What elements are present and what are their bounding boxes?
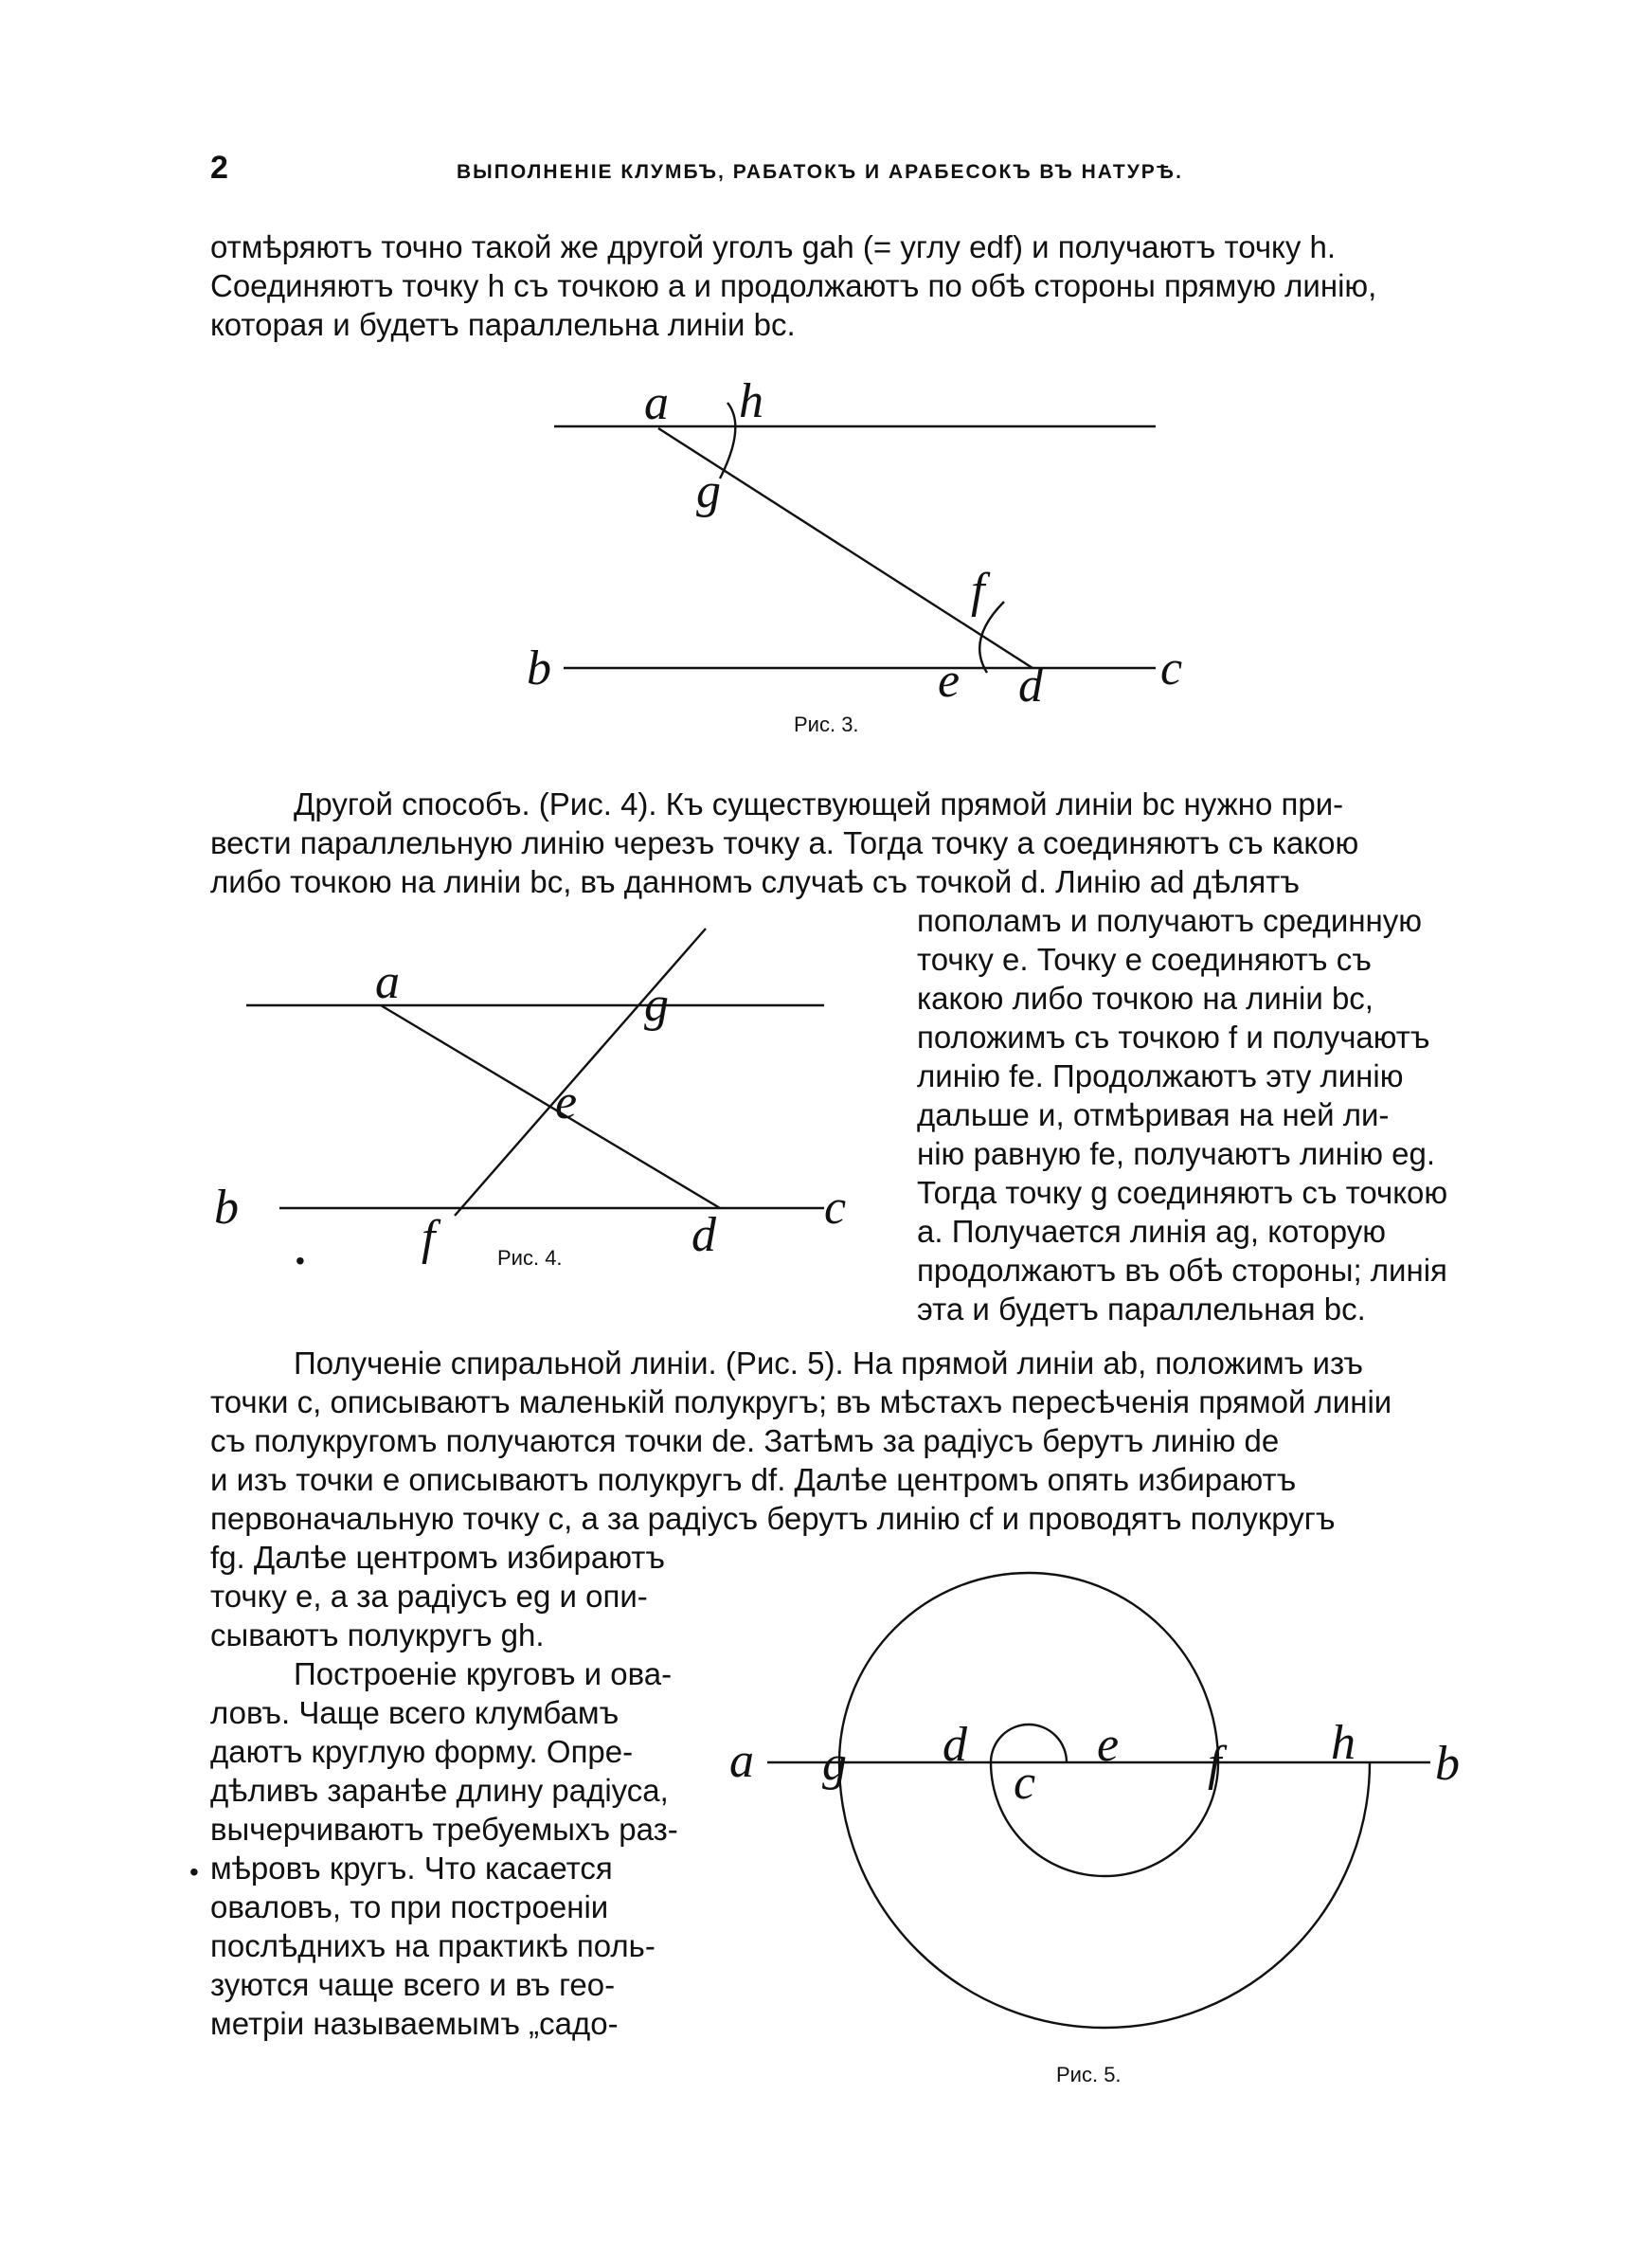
text-line: послѣднихъ на практикѣ поль-: [210, 1928, 655, 1963]
text-line: метріи называемымъ „садо-: [210, 2006, 619, 2041]
figure-3-drawing: [493, 374, 1212, 758]
text-line: fg. Далѣе центромъ избираютъ: [210, 1540, 665, 1575]
paragraph-2: [210, 785, 1517, 901]
label-g: g: [644, 978, 669, 1032]
text-line: и изъ точки e описываютъ полукругъ df. Далѣе центромъ опять избираютъ: [210, 1462, 1297, 1497]
text-line: первоначальную точку c, а за радіусъ берутъ линію cf и проводятъ полукругъ: [210, 1501, 1336, 1536]
label-b: b: [214, 1181, 239, 1235]
text-line: линію fe. Продолжаютъ эту линію: [917, 1058, 1404, 1093]
label-h: h: [1331, 1716, 1356, 1770]
semicircle-fg: [839, 1573, 1218, 1762]
text-line: Соединяютъ точку h съ точкою a и продолжаютъ по обѣ стороны прямую линію,: [210, 268, 1377, 303]
text-line: нію равную fe, получаютъ линію eg.: [917, 1136, 1435, 1171]
text-line: пополамъ и получаютъ срединную: [917, 903, 1423, 938]
text-line: дѣливъ заранѣе длину радіуса,: [210, 1773, 669, 1808]
label-f: f: [422, 1211, 436, 1265]
text-line: Полученіе спиральной линіи. (Рис. 5). На прямой линіи ab, положимъ изъ: [294, 1345, 1363, 1381]
figure-3-caption: Рис. 3.: [794, 713, 859, 736]
label-c: c: [1160, 641, 1183, 695]
text-line: вычерчиваютъ требуемыхъ раз-: [210, 1812, 678, 1847]
text-line: которая и будетъ параллельна линіи bc.: [210, 307, 796, 342]
text-line: либо точкою на линіи bc, въ данномъ случаѣ съ точкой d. Линію ad дѣлятъ: [210, 864, 1300, 899]
label-b: b: [1435, 1737, 1460, 1791]
text-line: точки c, описываютъ маленькій полукругъ; въ мѣстахъ пересѣченія прямой линіи: [210, 1384, 1392, 1419]
label-d: d: [1018, 659, 1043, 713]
label-h: h: [739, 374, 763, 428]
text-line: отмѣряютъ точно такой же другой уголъ gah (= углу edf) и получаютъ точку h.: [210, 229, 1337, 264]
text-line: вести параллельную линію черезъ точку a. Тогда точку a соединяютъ съ какою: [210, 825, 1359, 860]
text-line: продолжаютъ въ обѣ стороны; линія: [917, 1253, 1447, 1288]
label-f: f: [1208, 1737, 1222, 1791]
text-line: дальше и, отмѣривая на ней ли-: [917, 1097, 1390, 1132]
stray-mark: •: [189, 1857, 199, 1887]
text-line: ловъ. Чаще всего клумбамъ: [210, 1695, 620, 1730]
text-line: a. Получается линія ag, которую: [917, 1214, 1386, 1249]
paragraph-3: [210, 1344, 1517, 1538]
text-line: зуются чаще всего и въ гео-: [210, 1967, 616, 2002]
page-header: [210, 150, 1517, 197]
paragraph-3-side-column: [210, 1538, 691, 1654]
text-line: Построеніе круговъ и ова-: [294, 1656, 673, 1691]
semicircle-gh: [839, 1762, 1370, 2028]
label-g: g: [696, 464, 721, 518]
text-line: Другой способъ. (Рис. 4). Къ существующей прямой линіи bc нужно при-: [294, 786, 1344, 822]
page-number: 2: [210, 150, 228, 186]
paragraph-4: [210, 1654, 691, 2043]
label-e: e: [555, 1075, 578, 1129]
text-line: съ полукругомъ получаются точки de. Затѣмъ за радіусъ берутъ линію de: [210, 1423, 1280, 1458]
label-d: d: [691, 1208, 716, 1262]
text-line: положимъ съ точкою f и получаютъ: [917, 1020, 1430, 1055]
text-line: оваловъ, то при построеніи: [210, 1889, 609, 1924]
arc-gh: [720, 403, 735, 478]
label-e: e: [938, 654, 961, 708]
text-line: мѣровъ кругъ. Что касается: [210, 1851, 613, 1886]
label-e: e: [1097, 1718, 1120, 1772]
text-line: точку e, а за радіусъ eg и опи-: [210, 1579, 648, 1614]
text-line: Тогда точку g соединяютъ съ точкою: [917, 1175, 1448, 1210]
label-g: g: [822, 1737, 847, 1791]
figure-4-caption: Рис. 4.: [497, 1246, 563, 1270]
text-line: сываютъ полукругъ gh.: [210, 1617, 545, 1652]
running-title: ВЫПОЛНЕНІЕ КЛУМБЪ, РАБАТОКЪ И АРАБЕСОКЪ ВЪ НАТУРѢ.: [457, 161, 1183, 183]
text-line: какою либо точкою на линіи bc,: [917, 981, 1374, 1016]
label-f: f: [971, 564, 985, 618]
paragraph-2-side-column: [917, 901, 1517, 1328]
figure-5: [729, 1573, 1478, 2122]
text-line: эта и будетъ параллельная bc.: [917, 1291, 1366, 1327]
figure-4: [208, 933, 871, 1274]
label-c: c: [1014, 1756, 1036, 1810]
label-c: c: [824, 1181, 847, 1235]
label-d: d: [943, 1718, 967, 1772]
label-b: b: [527, 641, 551, 695]
paragraph-1: [210, 227, 1517, 344]
label-a: a: [644, 376, 669, 430]
figure-5-drawing: [729, 1573, 1478, 2122]
figure-3: [493, 374, 1212, 758]
text-line: даютъ круглую форму. Опре-: [210, 1734, 634, 1769]
figure-4-drawing: [208, 933, 871, 1274]
label-a: a: [729, 1734, 754, 1788]
label-a: a: [375, 955, 400, 1009]
stray-mark: •: [296, 1246, 305, 1275]
text-line: точку e. Точку e соединяютъ съ: [917, 942, 1372, 977]
figure-5-caption: Рис. 5.: [1056, 2063, 1122, 2086]
